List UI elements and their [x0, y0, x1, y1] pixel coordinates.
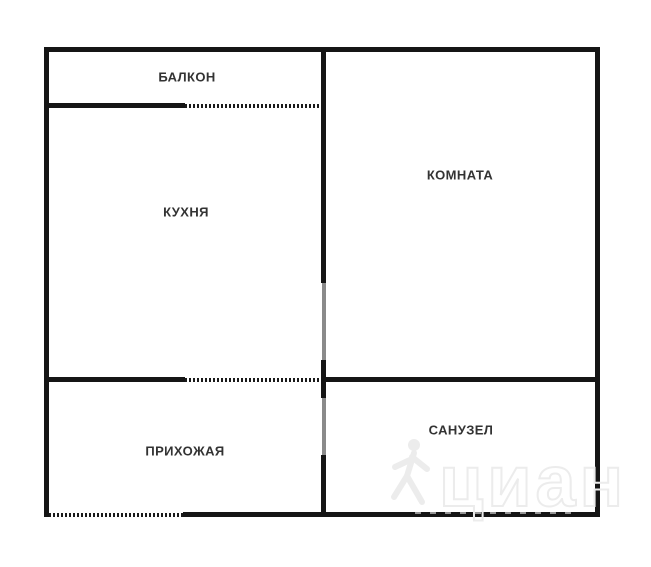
watermark-text: циан: [439, 442, 628, 522]
door-opening-kitchen-room: [322, 283, 326, 360]
wall-kitchen-hallway-solid: [44, 377, 185, 382]
room-label-kitchen: КУХНЯ: [163, 204, 209, 220]
wall-balcony-solid: [44, 103, 185, 108]
wall-kitchen-hallway-window: [185, 378, 321, 382]
cian-person-icon: [385, 436, 433, 508]
wall-room-bathroom: [326, 377, 595, 382]
wall-center-upper: [321, 47, 326, 283]
wall-center-lower: [321, 455, 326, 517]
wall-balcony-window: [185, 104, 321, 108]
watermark: [385, 436, 628, 522]
room-label-hallway: ПРИХОЖАЯ: [145, 443, 225, 459]
wall-outer-right: [595, 47, 600, 517]
wall-outer-bottom-window: [49, 513, 183, 517]
wall-outer-left: [44, 47, 49, 517]
watermark-wall-artifact: [415, 511, 575, 514]
door-opening-hallway-bathroom: [322, 398, 326, 455]
room-label-bathroom: САНУЗЕЛ: [428, 422, 494, 438]
room-label-room: КОМНАТА: [426, 167, 494, 183]
room-label-balcony: БАЛКОН: [158, 69, 216, 85]
